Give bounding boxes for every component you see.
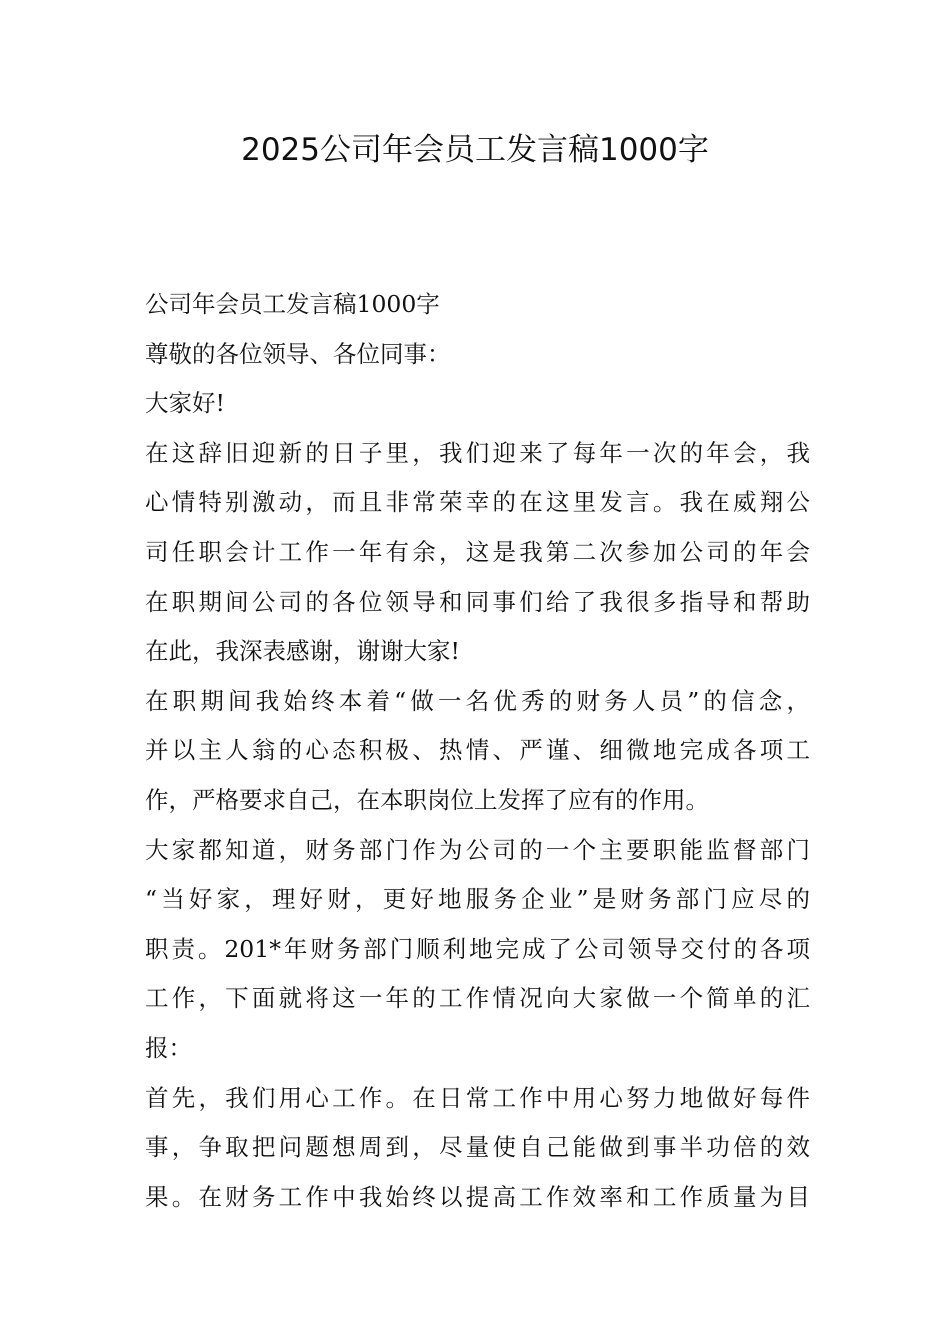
document-title: 2025公司年会员工发言稿1000字 (241, 132, 709, 168)
body-line: 司任职会计工作一年有余，这是我第二次参加公司的年会 (145, 537, 810, 566)
body-line: 在职期间公司的各位领导和同事们给了我很多指导和帮助 (145, 587, 810, 616)
body-line: 并以主人翁的心态积极、热情、严谨、细微地完成各项工 (145, 736, 810, 765)
body-line: 在此，我深表感谢，谢谢大家! (145, 637, 460, 666)
body-line: 首先，我们用心工作。在日常工作中用心努力地做好每件 (145, 1083, 810, 1112)
body-line: 心情特别激动，而且非常荣幸的在这里发言。我在威翔公 (145, 488, 810, 517)
body-line: 作，严格要求自己，在本职岗位上发挥了应有的作用。 (145, 785, 709, 814)
body-line: 果。在财务工作中我始终以提高工作效率和工作质量为目 (145, 1182, 810, 1211)
body-line: “当好家，理好财，更好地服务企业”是财务部门应尽的 (145, 885, 810, 914)
body-line: 工作，下面就将这一年的工作情况向大家做一个简单的汇 (145, 984, 810, 1013)
body-line: 大家好! (145, 389, 225, 418)
body-line: 在职期间我始终本着“做一名优秀的财务人员”的信念， (145, 686, 810, 715)
body-line: 报： (145, 1033, 192, 1062)
body-line: 公司年会员工发言稿1000字 (145, 290, 440, 318)
body-line: 尊敬的各位领导、各位同事： (145, 339, 451, 368)
body-line: 事，争取把问题想周到，尽量使自己能做到事半功倍的效 (145, 1133, 810, 1162)
body-line: 大家都知道，财务部门作为公司的一个主要职能监督部门 (145, 835, 810, 864)
body-line: 在这辞旧迎新的日子里，我们迎来了每年一次的年会，我 (145, 438, 810, 467)
document-body (145, 280, 810, 1222)
body-line: 职责。201*年财务部门顺利地完成了公司领导交付的各项 (145, 934, 810, 963)
